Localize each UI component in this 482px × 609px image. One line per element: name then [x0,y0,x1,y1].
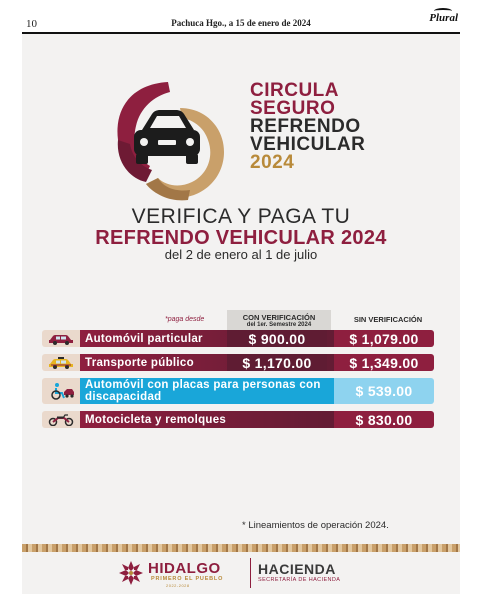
price-row [42,354,440,371]
advertisement [22,34,460,594]
price-row [42,411,440,428]
row-label: Automóvil particular [80,330,355,347]
newspaper-masthead: Plural [429,12,458,24]
hidalgo-flower-icon [118,560,144,586]
price-with-verification: $ 1,170.00 [227,354,327,371]
hacienda-subtitle: SECRETARÍA DE HACIENDA [258,577,341,583]
headline-line-2: REFRENDO VEHICULAR 2024 [95,227,387,249]
wordmark-line-1: CIRCULA [250,80,339,101]
price-note: *paga desde [165,316,205,323]
campaign-wordmark [250,82,365,172]
price-row [42,330,440,347]
row-icon-cell [42,411,80,428]
decorative-pattern-band [22,544,460,552]
headline-date-range: del 2 de enero al 1 de julio [164,247,318,262]
row-label: Transporte público [80,354,355,371]
price-without-verification: $ 830.00 [334,411,434,428]
column-header-with-verification [227,310,331,330]
wordmark-line-3: REFRENDO [250,116,361,137]
dateline: Pachuca Hgo., a 15 de enero de 2024 [171,18,311,28]
column-header-with-title: CON VERIFICACIÓN [242,313,316,322]
column-header-without-verification: SIN VERIFICACIÓN [353,315,423,324]
price-without-verification: $ 1,079.00 [334,330,434,347]
headline-line-1: VERIFICA Y PAGA TU [131,205,351,228]
hidalgo-logo-text: HIDALGO [148,560,221,577]
row-label: Automóvil con placas para personas con discapacidad [80,378,372,404]
motorcycle-icon [47,414,75,426]
hands-car-logo-icon [110,78,232,204]
newspaper-header [22,14,460,34]
taxi-icon [47,357,75,369]
wordmark-line-4: VEHICULAR [250,134,366,155]
page-number: 10 [26,18,37,30]
logo-divider [250,558,251,588]
price-row [42,378,440,404]
price-without-verification: $ 1,349.00 [334,354,434,371]
car-icon [47,333,75,345]
row-icon-cell [42,330,80,347]
hacienda-logo-text: HACIENDA [258,561,336,577]
row-icon-cell [42,378,80,404]
wordmark-line-2: SEGURO [250,98,336,119]
footer-logos [118,558,378,590]
row-icon-cell [42,354,80,371]
wheelchair-car-icon [47,382,75,400]
hidalgo-tagline: PRIMERO EL PUEBLO [151,576,224,582]
row-label: Motocicleta y remolques [80,411,355,428]
footnote: * Lineamientos de operación 2024. [242,520,389,531]
column-header-with-subtitle: del 1er. Semestre 2024 [246,322,312,328]
wordmark-year: 2024 [250,152,295,173]
price-without-verification: $ 539.00 [334,378,434,404]
price-with-verification: $ 900.00 [227,330,327,347]
hidalgo-years: 2022-2028 [166,583,190,588]
